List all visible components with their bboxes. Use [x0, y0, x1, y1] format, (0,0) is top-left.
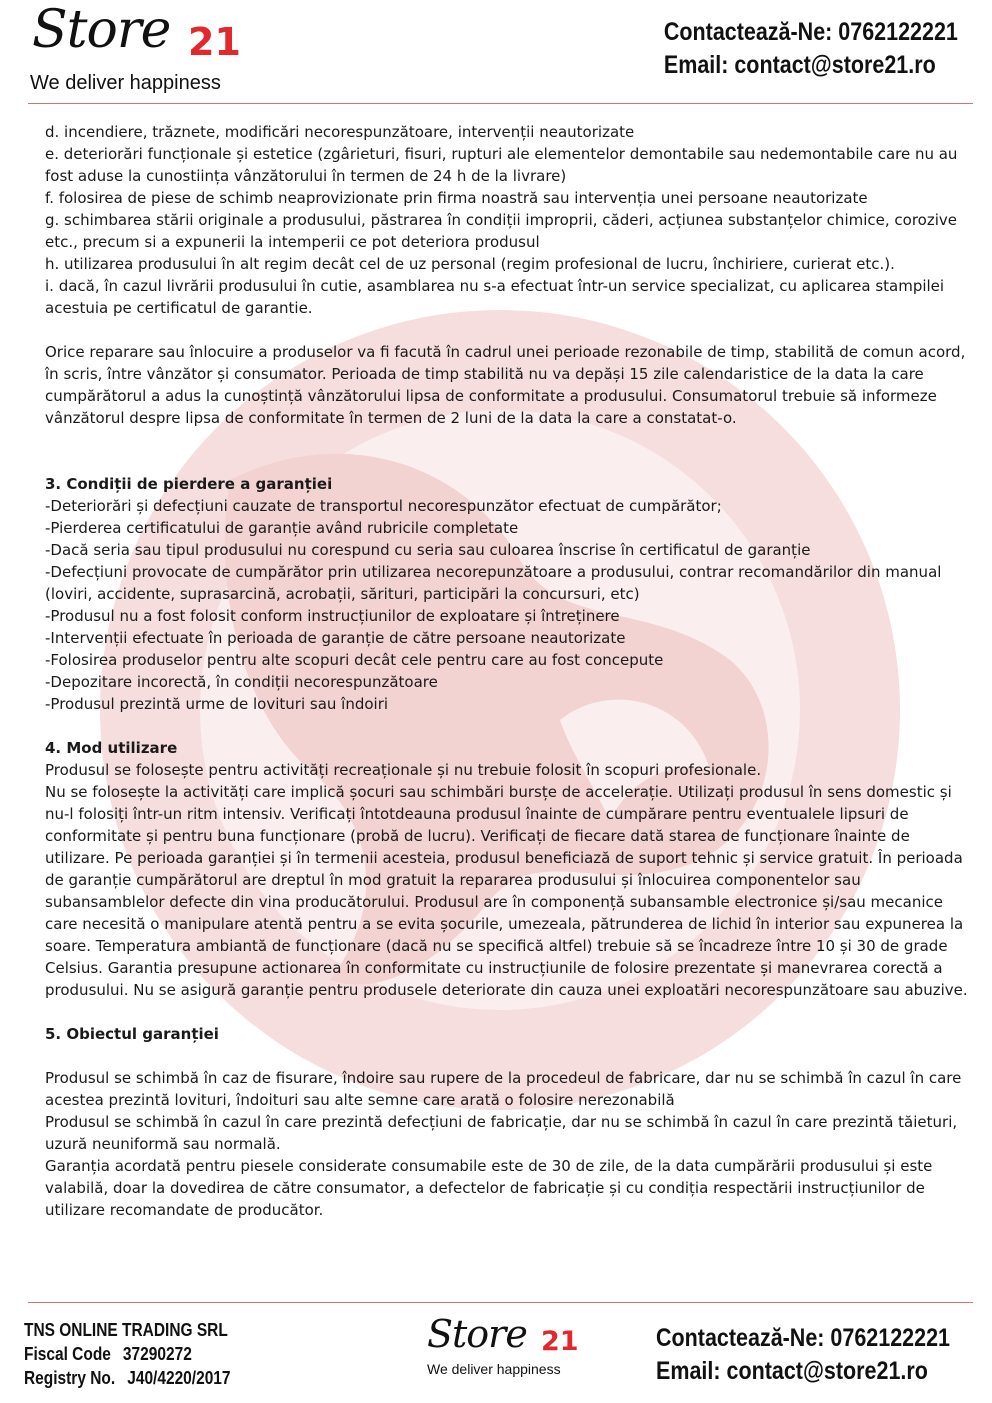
fiscal-code-value: 37290272 [122, 1344, 192, 1364]
header-contact [664, 16, 958, 82]
section5-heading: 5. Obiectul garanției [45, 1025, 219, 1043]
section5-paragraph: Produsul se schimbă în caz de fisurare, îndoire sau rupere de la procedeul de fabricare, dar nu se schimbă în cazul în care acestea prezintă lovituri, îndoituri sau alte semne care arată o folosire nerezonabilă [45, 1069, 962, 1109]
list-item: -Dacă seria sau tipul produsului nu corespund cu seria sau culoarea înscrise în certificatul de garanție [45, 541, 811, 559]
list-item: -Produsul nu a fost folosit conform instrucțiunilor de exploatare și întreținere [45, 607, 620, 625]
list-item: f. folosirea de piese de schimb neaprovizionate prin firma noastră sau intervenția unei persoane neautorizate [45, 189, 868, 207]
footer-divider [28, 1302, 973, 1303]
section3-heading: 3. Condiții de pierdere a garanției [45, 475, 333, 493]
document-body [45, 121, 975, 1221]
list-item: h. utilizarea produsului în alt regim decât cel de uz personal (regim profesional de lucru, închiriere, curierat etc.). [45, 255, 895, 273]
footer-contact-phone: Contactează-Ne: 0762122221 [656, 1324, 950, 1352]
registry-label: Registry No. [24, 1368, 116, 1388]
header-contact-email[interactable]: Email: contact@store21.ro [664, 51, 936, 79]
list-item: -Deteriorări și defecțiuni cauzate de transportul necorespunzător efectuat de cumpărător; [45, 497, 722, 515]
section5-paragraph: Garanția acordată pentru piesele considerate consumabile este de 30 de zile, de la data cumpărării produsului și este valabilă, doar la dovedirea de către consumator, a defectelor de fabricație și cu condiția respectării instrucțiunilor de utilizare recomandate de producător. [45, 1157, 933, 1219]
section4-paragraph: Nu se folosește la activități care implică șocuri sau schimbări bursțe de accelerație. Utilizați produsul în sens domestic și nu-l folosiți într-un ritm intensiv. Verificați întotdeauna produsul înainte de cumpărare pentru eventualele lipsuri de conformitate și pentru buna funcționare (probă de lucru). Verificați de fiecare dată starea de funcționare înainte de utilizare. Pe perioada garanției și în termenii acesteia, produsul beneficiază de suport tehnic și service gratuit. În perioada de garanție cumpărătorul are dreptul în mod gratuit la repararea produsului și înlocuirea componentelor sau subansamblelor defecte din vina producătorului. Produsul are în componență subansamble electronice și/sau mecanice care necesită o manipulare atentă pentru a se evita șocurile, umezeala, pătrunderea de lichid în interior sau expunerea la soare. Temperatura ambiantă de funcționare (dacă nu se specifică altfel) trebuie să se încadreze între 10 și 30 de grade Celsius. Garantia presupune actionarea în conformitate cu instrucțiunile de folosire prezentate și manevrarea corectă a produsului. Nu se asigură garanție pentru produsele deteriorate din cauza unei exploatări necorespunzătoare sau abuzive. [45, 783, 968, 999]
section4-line: Produsul se folosește pentru activități recreaționale și nu trebuie folosit în scopuri profesionale. [45, 761, 762, 779]
fiscal-code-row [24, 1342, 231, 1366]
logo-tagline: We deliver happiness [427, 1361, 561, 1377]
store21-logo[interactable] [28, 0, 258, 96]
list-item: -Produsul prezintă urme de lovituri sau îndoiri [45, 695, 389, 713]
list-item: g. schimbarea stării originale a produsului, păstrarea în condiții improprii, căderi, acțiunea substanțelor chimice, corozive etc., precum si a expunerii la intemperii ce pot deteriora produsul [45, 211, 957, 251]
header-divider [28, 103, 973, 104]
list-item: -Depozitare incorectă, în condiții necorespunzătoare [45, 673, 438, 691]
logo-script-text: Store [427, 1312, 527, 1356]
registry-value: J40/4220/2017 [127, 1368, 231, 1388]
footer-contact [656, 1322, 950, 1388]
logo-script-text: Store [32, 0, 171, 60]
registry-row [24, 1366, 231, 1390]
list-item: d. incendiere, trăznete, modificări necorespunzătoare, intervenții neautorizate [45, 123, 635, 141]
fiscal-code-label: Fiscal Code [24, 1344, 111, 1364]
logo-number: 21 [541, 1326, 579, 1357]
footer-store21-logo[interactable] [425, 1312, 579, 1380]
section3-list [45, 495, 975, 715]
section4-heading: 4. Mod utilizare [45, 739, 178, 757]
list-item: -Pierderea certificatului de garanție având rubricile completate [45, 519, 519, 537]
exclusions-list [45, 121, 975, 319]
header-contact-phone: Contactează-Ne: 0762122221 [664, 18, 958, 46]
repair-paragraph: Orice reparare sau înlocuire a produselor va fi facută în cadrul unei perioade rezonabile de timp, stabilită de comun acord, în scris, între vânzător și consumator. Perioada de timp stabilită nu va depăși 15 zile calendaristice de la data la care cumpărătorul a adus la cunoștință vânzătorului lipsa de conformitate a produsului. Consumatorul trebuie să informeze vânzătorul despre lipsa de conformitate în termen de 2 luni de la data la care a constatat-o. [45, 343, 966, 427]
company-name: TNS ONLINE TRADING SRL [24, 1320, 228, 1340]
list-item: -Folosirea produselor pentru alte scopuri decât cele pentru care au fost concepute [45, 651, 664, 669]
section5-paragraph: Produsul se schimbă în cazul în care prezintă defecțiuni de fabricație, dar nu se schimbă în cazul în care prezintă tăieturi, uzură neuniformă sau normală. [45, 1113, 958, 1153]
list-item: i. dacă, în cazul livrării produsului în cutie, asamblarea nu s-a efectuat într-un service specializat, cu aplicarea stampilei acestuia pe certificatul de garantie. [45, 277, 945, 317]
logo-number: 21 [188, 20, 241, 64]
list-item: -Defecțiuni provocate de cumpărător prin utilizarea necorepunzătoare a produsului, contrar recomandărilor din manual (loviri, accidente, suprasarcină, acrobații, sărituri, participări la concursuri, etc) [45, 563, 942, 603]
footer-contact-email[interactable]: Email: contact@store21.ro [656, 1357, 928, 1385]
list-item: e. deteriorări funcționale și estetice (zgârieturi, fisuri, rupturi ale elementelor demontabile sau nedemontabile care nu au fost aduse la cunostiința vânzătorului în termen de 24 h de la livrare) [45, 145, 958, 185]
company-info [24, 1318, 231, 1390]
list-item: -Intervenții efectuate în perioada de garanție de către persoane neautorizate [45, 629, 626, 647]
logo-tagline: We deliver happiness [30, 72, 221, 94]
